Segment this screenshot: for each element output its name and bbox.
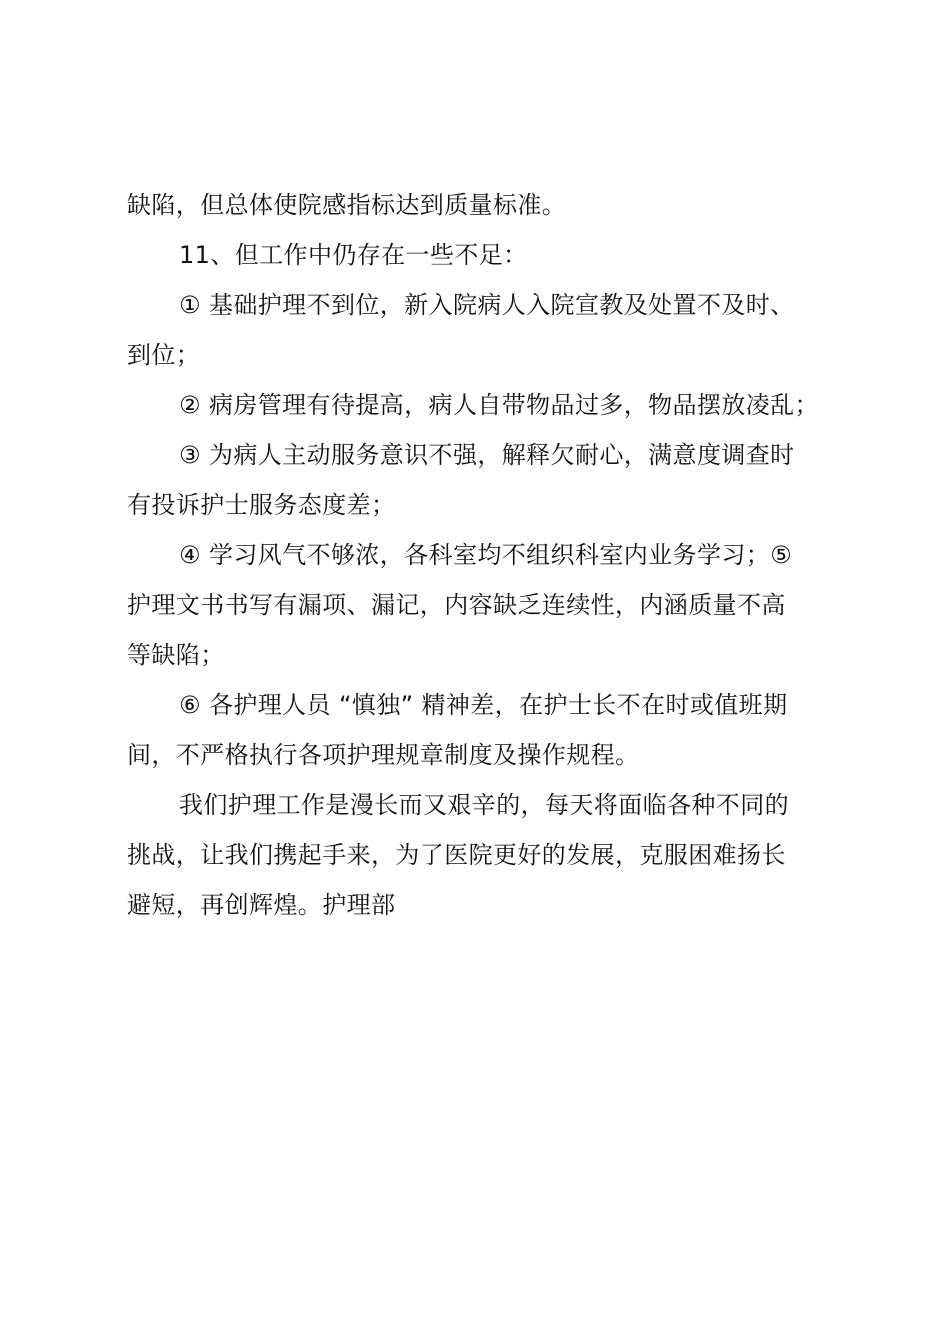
text-line-4: 到位； [127, 341, 201, 369]
text-line-1: 缺陷，但总体使院感指标达到质量标准。 [127, 191, 567, 219]
text-line-2: 11、但工作中仍存在一些不足： [179, 241, 528, 269]
text-line-8: ④ 学习风气不够浓，各科室均不组织科室内业务学习；⑤ [179, 541, 793, 569]
text-line-9: 护理文书书写有漏项、漏记，内容缺乏连续性，内涵质量不高 [127, 591, 786, 619]
text-line-5: ② 病房管理有待提高，病人自带物品过多，物品摆放凌乱； [179, 391, 819, 419]
text-line-15: 避短，再创辉煌。护理部 [127, 891, 396, 919]
text-line-13: 我们护理工作是漫长而又艰辛的，每天将面临各种不同的 [179, 791, 789, 819]
text-line-14: 挑战，让我们携起手来，为了医院更好的发展，克服困难扬长 [127, 841, 786, 869]
text-line-7: 有投诉护士服务态度差； [127, 491, 396, 519]
text-line-11: ⑥ 各护理人员 “慎独” 精神差，在护士长不在时或值班期 [179, 691, 788, 719]
text-line-10: 等缺陷； [127, 641, 225, 669]
text-line-12: 间，不严格执行各项护理规章制度及操作规程。 [127, 741, 640, 769]
text-line-6: ③ 为病人主动服务意识不强，解释欠耐心，满意度调查时 [179, 441, 795, 469]
text-line-3: ① 基础护理不到位，新入院病人入院宣教及处置不及时、 [179, 291, 795, 319]
document-body [127, 180, 839, 930]
